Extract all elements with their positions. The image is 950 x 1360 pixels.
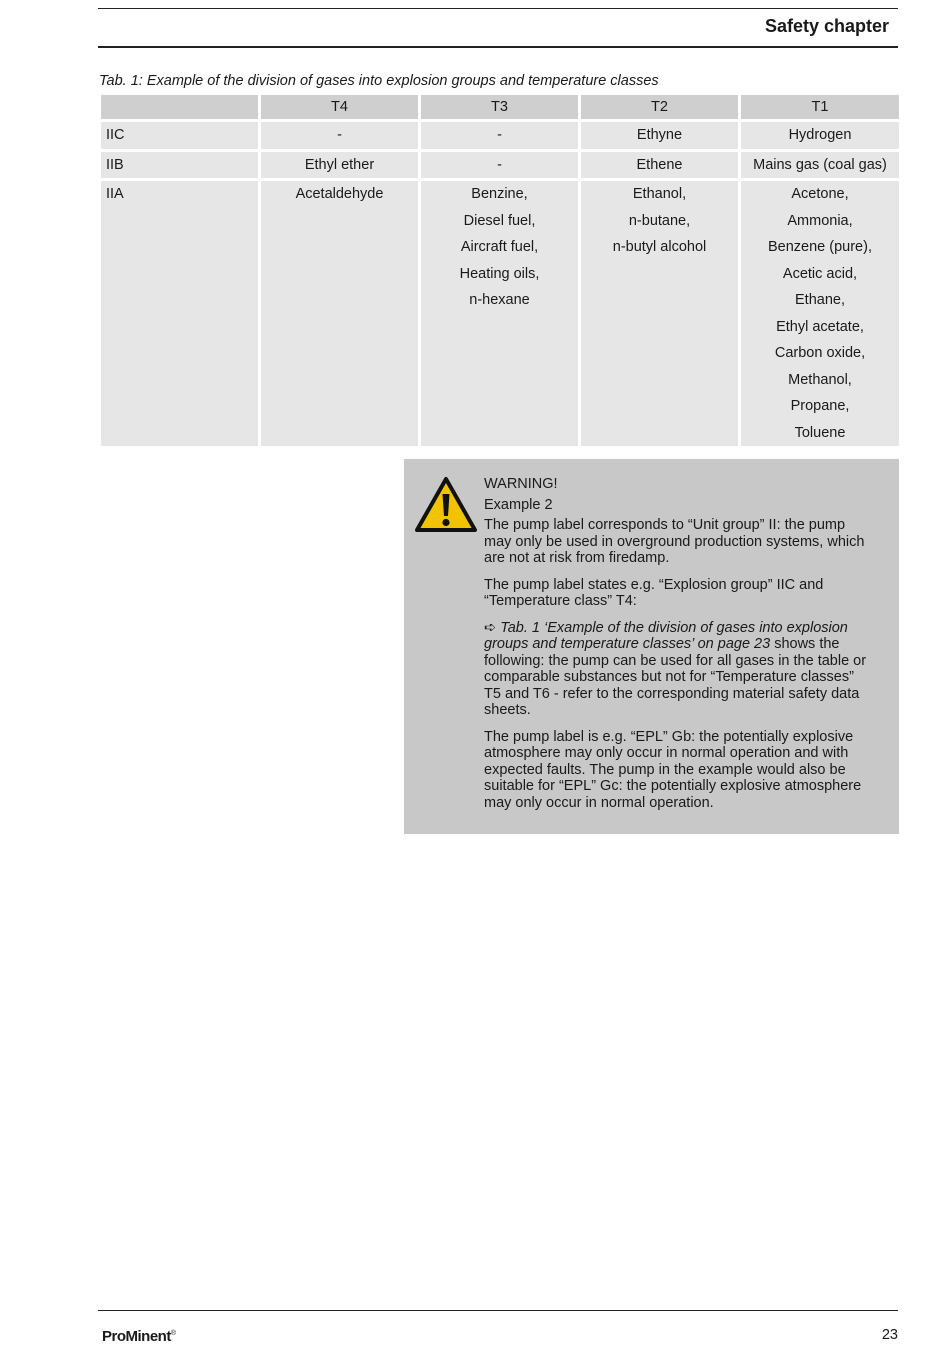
group-cell: IIA xyxy=(101,181,258,446)
table-row xyxy=(101,181,899,446)
table-row xyxy=(101,122,899,149)
table-cell: - xyxy=(421,152,578,179)
cell-line: Ethanol, xyxy=(632,186,687,202)
header-bottom-rule xyxy=(98,46,898,48)
cell-line: Aircraft fuel, xyxy=(460,239,539,255)
logo-text: ProMinent xyxy=(102,1328,171,1345)
warning-paragraph-text: shows the following: the pump can be used for all gases in the table or comparable substances but not for “Temperature classes” T5 and T6 - refer to the corresponding material safety data sheets. xyxy=(484,636,867,718)
cell-line: Acetaldehyde xyxy=(295,186,384,202)
warning-content xyxy=(484,476,869,821)
cell-line: Ethyl acetate, xyxy=(776,318,864,335)
group-cell: IIB xyxy=(101,152,258,179)
table-row xyxy=(101,152,899,179)
table-cell: Ethyne xyxy=(581,122,738,149)
header-top-rule xyxy=(98,8,898,9)
cell-line: Acetone, xyxy=(791,186,849,202)
table-reference-link[interactable]: Tab. 1 ‘Example of the division of gases into explosion groups and temperature classes’ on page 23 xyxy=(484,619,848,652)
cell-line: n-butyl alcohol xyxy=(612,239,707,255)
column-header: T3 xyxy=(421,95,578,119)
section-title: Safety chapter xyxy=(764,16,889,36)
group-cell: IIC xyxy=(101,122,258,149)
table-caption: Tab. 1: Example of the division of gases into explosion groups and temperature classes xyxy=(99,73,659,89)
warning-paragraph xyxy=(484,620,869,719)
table-cell: Ethyl ether xyxy=(261,152,418,179)
cell-line: Methanol, xyxy=(788,371,852,388)
cell-line: Propane, xyxy=(790,398,850,414)
cell-line: n-butane, xyxy=(628,212,691,229)
table-cell: - xyxy=(261,122,418,149)
warning-title: WARNING! xyxy=(484,476,558,492)
cell-line: Benzene (pure), xyxy=(768,239,872,255)
cell-line: Ethane, xyxy=(795,292,845,308)
table-cell xyxy=(421,181,578,446)
column-header: T2 xyxy=(581,95,738,119)
page-number: 23 xyxy=(881,1327,898,1343)
warning-box xyxy=(404,459,899,834)
table-cell: Ethene xyxy=(581,152,738,179)
footer-rule xyxy=(98,1310,898,1311)
cell-line: Acetic acid, xyxy=(782,265,858,282)
column-header: T1 xyxy=(741,95,899,119)
table-cell xyxy=(741,181,899,446)
warning-paragraph: The pump label corresponds to “Unit group” II: the pump may only be used in overground production systems, which are not at risk from firedamp. xyxy=(484,517,865,566)
cell-line: Benzine, xyxy=(471,186,528,202)
column-header xyxy=(101,95,258,119)
table-header-row xyxy=(101,95,899,119)
warning-paragraph: The pump label is e.g. “EPL” Gb: the potentially explosive atmosphere may only occur in normal operation and with expected faults. The pump in the example would also be suitable for “EPL” Gc: the potentially explosive atmosphere may only occur in normal operation. xyxy=(484,728,862,811)
column-header: T4 xyxy=(261,95,418,119)
cell-line: n-hexane xyxy=(469,292,530,308)
cell-line: Ammonia, xyxy=(787,212,853,229)
cell-line: Carbon oxide, xyxy=(774,345,866,361)
arrow-icon: ➪ xyxy=(484,619,497,636)
prominent-logo xyxy=(102,1328,176,1345)
warning-paragraph: The pump label states e.g. “Explosion group” IIC and “Temperature class” T4: xyxy=(484,576,824,609)
logo-registered-mark: ® xyxy=(170,1330,176,1337)
cell-line: Heating oils, xyxy=(459,265,540,282)
table-cell xyxy=(581,181,738,446)
cell-line: Diesel fuel, xyxy=(463,212,536,229)
warning-triangle-icon xyxy=(414,476,478,534)
warning-subtitle: Example 2 xyxy=(484,496,553,513)
gas-classification-table xyxy=(98,92,902,449)
table-cell xyxy=(261,181,418,446)
table-cell: Hydrogen xyxy=(741,122,899,149)
cell-line: Toluene xyxy=(794,424,846,441)
table-cell: - xyxy=(421,122,578,149)
table-cell: Mains gas (coal gas) xyxy=(741,152,899,179)
